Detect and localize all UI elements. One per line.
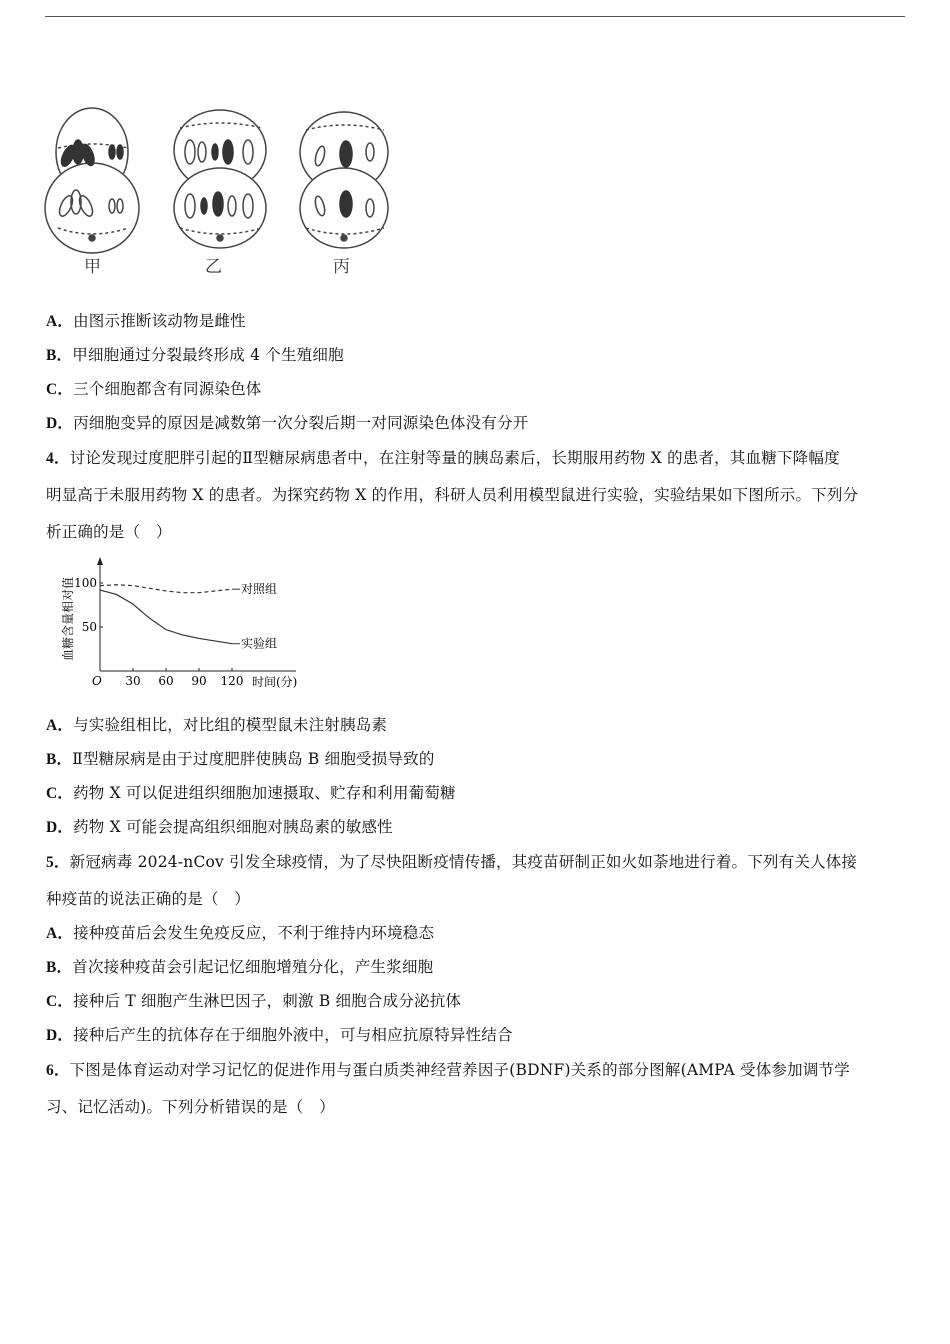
- q4-stem-line1: 4．讨论发现过度肥胖引起的Ⅱ型糖尿病患者中，在注射等量的胰岛素后，长期服用药物 X 的患者，其血糖下降幅度: [46, 449, 840, 467]
- chart-y-label: 血糖含量相对值: [61, 576, 75, 662]
- q5-option-c: C．接种后 T 细胞产生淋巴因子，刺激 B 细胞合成分泌抗体: [46, 992, 462, 1010]
- q4-option-b: B．Ⅱ型糖尿病是由于过度肥胖使胰岛 B 细胞受损导致的: [46, 750, 435, 768]
- cell-yi-image: [174, 110, 266, 248]
- cell-label-jia: 甲: [84, 257, 101, 277]
- q4-option-a: A．与实验组相比，对比组的模型鼠未注射胰岛素: [46, 716, 388, 734]
- q5-stem-line2: 种疫苗的说法正确的是（ ）: [46, 890, 251, 908]
- chart-series-line-control: [100, 585, 232, 593]
- chart-series-label: 实验组: [241, 636, 278, 651]
- q5-option-d: D．接种后产生的抗体存在于细胞外液中，可与相应抗原特异性结合: [46, 1026, 513, 1044]
- q3-option-a: A．由图示推断该动物是雌性: [46, 312, 246, 330]
- q4-option-c: C．药物 X 可以促进组织细胞加速摄取、贮存和利用葡萄糖: [46, 784, 456, 802]
- q5-option-a: A．接种疫苗后会发生免疫反应，不利于维持内环境稳态: [46, 924, 435, 942]
- cell-jia-image: [45, 108, 139, 253]
- cell-label-yi: 乙: [205, 257, 222, 277]
- blood-glucose-chart: [56, 555, 316, 695]
- chart-x-tick-label: 30: [125, 674, 141, 688]
- chart-x-tick-label: 60: [158, 674, 174, 688]
- chart-series-line-experiment: [100, 590, 232, 644]
- q5-stem-line1: 5．新冠病毒 2024-nCov 引发全球疫情，为了尽快阻断疫情传播，其疫苗研制正如火如荼地进行着。下列有关人体接: [46, 853, 858, 871]
- q3-option-c: C．三个细胞都含有同源染色体: [46, 380, 262, 398]
- q4-stem-line3: 析正确的是（ ）: [46, 523, 172, 541]
- chart-origin-label: O: [92, 674, 102, 688]
- q6-stem-line2: 习、记忆活动)。下列分析错误的是（ ）: [46, 1098, 335, 1116]
- chart-y-arrow: [97, 557, 103, 565]
- chart-y-tick-label: 50: [81, 620, 97, 634]
- chart-x-label: 时间(分): [252, 675, 298, 689]
- chart-x-tick-label: 90: [191, 674, 207, 688]
- q6-stem-line1: 6．下图是体育运动对学习记忆的促进作用与蛋白质类神经营养因子(BDNF)关系的部分图解(AMPA 受体参加调节学: [46, 1061, 850, 1079]
- chart-x-tick-label: 120: [220, 674, 244, 688]
- header-rule: [45, 16, 905, 17]
- q5-option-b: B．首次接种疫苗会引起记忆细胞增殖分化，产生浆细胞: [46, 958, 434, 976]
- chart-y-tick-label: 100: [74, 576, 97, 590]
- cell-bing-image: [300, 112, 388, 248]
- q3-option-b: B．甲细胞通过分裂最终形成 4 个生殖细胞: [46, 346, 344, 364]
- q3-option-d: D．丙细胞变异的原因是减数第一次分裂后期一对同源染色体没有分开: [46, 414, 529, 432]
- q4-stem-line2: 明显高于未服用药物 X 的患者。为探究药物 X 的作用，科研人员利用模型鼠进行实验，实验结果如下图所示。下列分: [46, 486, 859, 504]
- q4-option-d: D．药物 X 可能会提高组织细胞对胰岛素的敏感性: [46, 818, 393, 836]
- chart-series-label: 对照组: [241, 582, 278, 597]
- cell-label-bing: 丙: [333, 257, 350, 277]
